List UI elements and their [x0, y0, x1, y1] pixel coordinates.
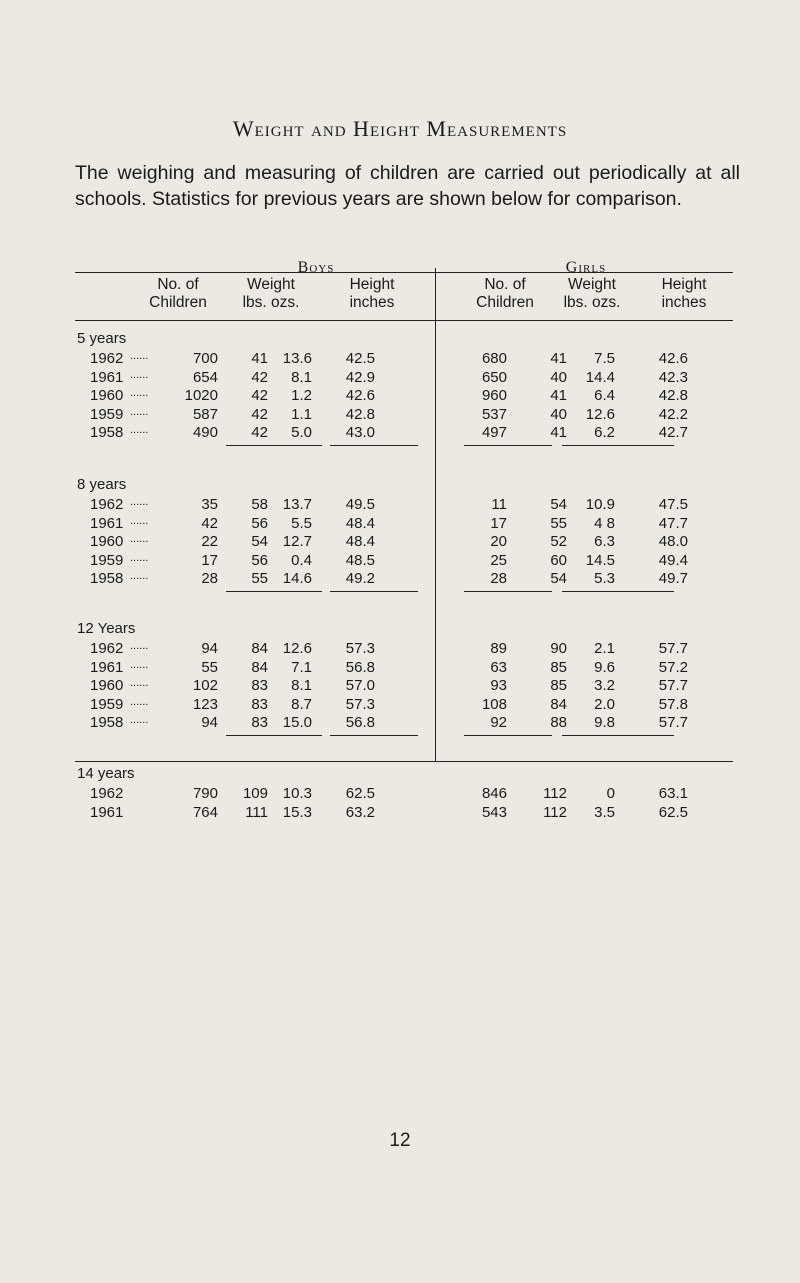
girls-cell: 3.2: [594, 677, 615, 694]
leader-dots: ......: [130, 696, 149, 708]
girls-cell: 2.0: [594, 696, 615, 713]
girls-cell: 89: [490, 640, 507, 657]
leader-dots: ......: [130, 387, 149, 399]
age-group-label: 12 Years: [77, 620, 136, 637]
boys-cell: 8.1: [291, 369, 312, 386]
boys-cell: 55: [201, 659, 218, 676]
boys-cell: 1.1: [291, 406, 312, 423]
boys-cell: 83: [251, 696, 268, 713]
girls-cell: 41: [550, 387, 567, 404]
girls-group-header: Girls: [565, 259, 607, 276]
girls-cell: 84: [550, 696, 567, 713]
boys-cell: 28: [201, 570, 218, 587]
group-separator: [226, 591, 322, 592]
year-label: 1959: [90, 696, 124, 713]
girls-cell: 10.9: [585, 496, 615, 513]
boys-cell: 42: [251, 424, 268, 441]
girls-cell: 846: [481, 785, 507, 802]
girls-lbs-ozs-header: lbs. ozs.: [563, 294, 621, 311]
boys-cell: 57.3: [345, 696, 375, 713]
boys-cell: 15.3: [282, 804, 312, 821]
boys-weight-header: Weight: [247, 276, 295, 293]
girls-cell: 960: [481, 387, 507, 404]
boys-cell: 5.5: [291, 515, 312, 532]
boys-cell: 5.0: [291, 424, 312, 441]
year-label: 1960: [90, 387, 124, 404]
boys-cell: 1020: [184, 387, 218, 404]
boys-cell: 0.4: [291, 552, 312, 569]
boys-cell: 13.7: [282, 496, 312, 513]
boys-cell: 42.5: [345, 350, 375, 367]
boys-no-of-header: No. of: [157, 276, 199, 293]
girls-cell: 14.5: [585, 552, 615, 569]
girls-cell: 9.8: [594, 714, 615, 731]
girls-cell: 92: [490, 714, 507, 731]
boys-cell: 1.2: [291, 387, 312, 404]
girls-cell: 6.3: [594, 533, 615, 550]
girls-cell: 680: [481, 350, 507, 367]
girls-cell: 650: [481, 369, 507, 386]
boys-cell: 63.2: [345, 804, 375, 821]
boys-cell: 102: [192, 677, 218, 694]
leader-dots: ......: [130, 659, 149, 671]
boys-cell: 8.1: [291, 677, 312, 694]
age-group-label: 14 years: [77, 765, 135, 782]
leader-dots: ......: [130, 350, 149, 362]
girls-cell: 28: [490, 570, 507, 587]
boys-cell: 12.6: [282, 640, 312, 657]
boys-cell: 42.6: [345, 387, 375, 404]
leader-dots: ......: [130, 714, 149, 726]
boys-inches-header: inches: [349, 294, 395, 311]
group-separator: [562, 445, 674, 446]
girls-no-of-header: No. of: [484, 276, 526, 293]
boys-cell: 111: [245, 804, 268, 821]
boys-cell: 12.7: [282, 533, 312, 550]
boys-cell: 84: [251, 659, 268, 676]
girls-weight-header: Weight: [568, 276, 616, 293]
girls-cell: 41: [550, 350, 567, 367]
boys-cell: 10.3: [282, 785, 312, 802]
boys-cell: 42: [201, 515, 218, 532]
leader-dots: ......: [130, 424, 149, 436]
year-label: 1958: [90, 424, 124, 441]
girls-cell: 93: [490, 677, 507, 694]
girls-cell: 4 8: [594, 515, 615, 532]
girls-cell: 63.1: [658, 785, 688, 802]
leader-dots: ......: [130, 552, 149, 564]
girls-cell: 57.8: [658, 696, 688, 713]
group-separator: [226, 445, 322, 446]
boys-group-header: Boys: [297, 259, 335, 276]
leader-dots: ......: [130, 533, 149, 545]
girls-cell: 6.4: [594, 387, 615, 404]
boys-cell: 94: [201, 714, 218, 731]
leader-dots: ......: [130, 369, 149, 381]
boys-cell: 94: [201, 640, 218, 657]
girls-cell: 112: [543, 785, 567, 802]
boys-cell: 42: [251, 369, 268, 386]
table-bottom-rule: [75, 761, 733, 762]
group-separator: [330, 591, 418, 592]
girls-cell: 0: [606, 785, 615, 802]
boys-cell: 55: [251, 570, 268, 587]
boys-cell: 83: [251, 677, 268, 694]
girls-cell: 20: [490, 533, 507, 550]
boys-cell: 700: [192, 350, 218, 367]
leader-dots: ......: [130, 677, 149, 689]
boys-cell: 48.5: [345, 552, 375, 569]
year-label: 1960: [90, 533, 124, 550]
girls-cell: 42.8: [658, 387, 688, 404]
boys-cell: 587: [192, 406, 218, 423]
year-label: 1959: [90, 552, 124, 569]
girls-cell: 63: [490, 659, 507, 676]
boys-cell: 49.2: [345, 570, 375, 587]
boys-cell: 764: [192, 804, 218, 821]
age-group-label: 5 years: [77, 330, 127, 347]
girls-cell: 57.7: [658, 714, 688, 731]
boys-cell: 56.8: [345, 714, 375, 731]
boys-height-header: Height: [349, 276, 395, 293]
year-label: 1962: [90, 350, 124, 367]
boys-cell: 56: [251, 552, 268, 569]
girls-cell: 62.5: [658, 804, 688, 821]
page-title: Weight and Height Measurements: [232, 116, 568, 141]
year-label: 1961: [90, 369, 124, 386]
group-separator: [464, 735, 552, 736]
intro-paragraph: The weighing and measuring of children are carried out periodically at all schools. Statistics for previous years are shown below for comparison.: [75, 162, 740, 210]
year-label: 1962: [90, 785, 124, 802]
girls-cell: 47.5: [658, 496, 688, 513]
boys-cell: 56.8: [345, 659, 375, 676]
girls-cell: 85: [550, 659, 567, 676]
girls-height-header: Height: [661, 276, 707, 293]
girls-cell: 17: [490, 515, 507, 532]
boys-cell: 13.6: [282, 350, 312, 367]
boys-cell: 42.9: [345, 369, 375, 386]
boys-cell: 123: [192, 696, 218, 713]
group-separator: [562, 591, 674, 592]
girls-cell: 11: [491, 496, 507, 513]
girls-cell: 42.6: [658, 350, 688, 367]
boys-cell: 43.0: [345, 424, 375, 441]
girls-cell: 25: [490, 552, 507, 569]
girls-cell: 55: [550, 515, 567, 532]
girls-cell: 7.5: [594, 350, 615, 367]
boys-cell: 490: [192, 424, 218, 441]
boys-cell: 57.0: [345, 677, 375, 694]
girls-cell: 60: [550, 552, 567, 569]
girls-cell: 6.2: [594, 424, 615, 441]
boys-cell: 7.1: [291, 659, 312, 676]
girls-cell: 49.4: [658, 552, 688, 569]
header-rule: [75, 320, 733, 321]
year-label: 1961: [90, 804, 124, 821]
boys-cell: 790: [192, 785, 218, 802]
boys-cell: 35: [201, 496, 218, 513]
girls-cell: 40: [550, 369, 567, 386]
year-label: 1961: [90, 659, 124, 676]
girls-cell: 497: [481, 424, 507, 441]
year-label: 1958: [90, 570, 124, 587]
girls-cell: 49.7: [658, 570, 688, 587]
year-label: 1959: [90, 406, 124, 423]
boys-cell: 62.5: [345, 785, 375, 802]
girls-cell: 57.7: [658, 640, 688, 657]
boys-cell: 41: [251, 350, 268, 367]
girls-cell: 52: [550, 533, 567, 550]
boys-cell: 22: [201, 533, 218, 550]
page-number: 12: [389, 1130, 411, 1151]
girls-inches-header: inches: [661, 294, 707, 311]
girls-cell: 85: [550, 677, 567, 694]
leader-dots: ......: [130, 570, 149, 582]
boys-cell: 17: [201, 552, 218, 569]
group-separator: [562, 735, 674, 736]
boys-cell: 42: [251, 387, 268, 404]
girls-cell: 537: [481, 406, 507, 423]
girls-cell: 3.5: [594, 804, 615, 821]
boys-lbs-ozs-header: lbs. ozs.: [242, 294, 300, 311]
girls-cell: 14.4: [585, 369, 615, 386]
girls-cell: 54: [550, 496, 567, 513]
girls-cell: 5.3: [594, 570, 615, 587]
year-label: 1960: [90, 677, 124, 694]
leader-dots: ......: [130, 496, 149, 508]
boys-cell: 48.4: [345, 533, 375, 550]
leader-dots: ......: [130, 640, 149, 652]
boys-cell: 42.8: [345, 406, 375, 423]
girls-cell: 2.1: [594, 640, 615, 657]
boys-cell: 14.6: [282, 570, 312, 587]
year-label: 1962: [90, 640, 124, 657]
boys-cell: 49.5: [345, 496, 375, 513]
boys-cell: 8.7: [291, 696, 312, 713]
age-group-label: 8 years: [77, 476, 127, 493]
girls-cell: 41: [550, 424, 567, 441]
boys-cell: 83: [251, 714, 268, 731]
leader-dots: ......: [130, 406, 149, 418]
girls-cell: 42.2: [658, 406, 688, 423]
boys-cell: 58: [251, 496, 268, 513]
boys-cell: 15.0: [282, 714, 312, 731]
girls-cell: 48.0: [658, 533, 688, 550]
table-divider: [435, 268, 436, 761]
group-separator: [330, 445, 418, 446]
group-separator: [330, 735, 418, 736]
boys-cell: 56: [251, 515, 268, 532]
boys-cell: 42: [251, 406, 268, 423]
boys-children-header: Children: [149, 294, 207, 311]
girls-cell: 42.3: [658, 369, 688, 386]
boys-cell: 654: [192, 369, 218, 386]
year-label: 1962: [90, 496, 124, 513]
girls-cell: 57.2: [658, 659, 688, 676]
year-label: 1958: [90, 714, 124, 731]
girls-cell: 9.6: [594, 659, 615, 676]
girls-cell: 112: [543, 804, 567, 821]
year-label: 1961: [90, 515, 124, 532]
girls-cell: 47.7: [658, 515, 688, 532]
girls-cell: 108: [481, 696, 507, 713]
boys-cell: 109: [242, 785, 268, 802]
girls-cell: 54: [550, 570, 567, 587]
girls-cell: 88: [550, 714, 567, 731]
girls-cell: 543: [481, 804, 507, 821]
group-separator: [464, 591, 552, 592]
girls-cell: 40: [550, 406, 567, 423]
boys-cell: 57.3: [345, 640, 375, 657]
leader-dots: ......: [130, 515, 149, 527]
girls-cell: 12.6: [585, 406, 615, 423]
boys-cell: 54: [251, 533, 268, 550]
group-separator: [464, 445, 552, 446]
girls-cell: 57.7: [658, 677, 688, 694]
boys-cell: 84: [251, 640, 268, 657]
girls-cell: 90: [550, 640, 567, 657]
boys-cell: 48.4: [345, 515, 375, 532]
girls-children-header: Children: [476, 294, 534, 311]
girls-cell: 42.7: [658, 424, 688, 441]
group-separator: [226, 735, 322, 736]
